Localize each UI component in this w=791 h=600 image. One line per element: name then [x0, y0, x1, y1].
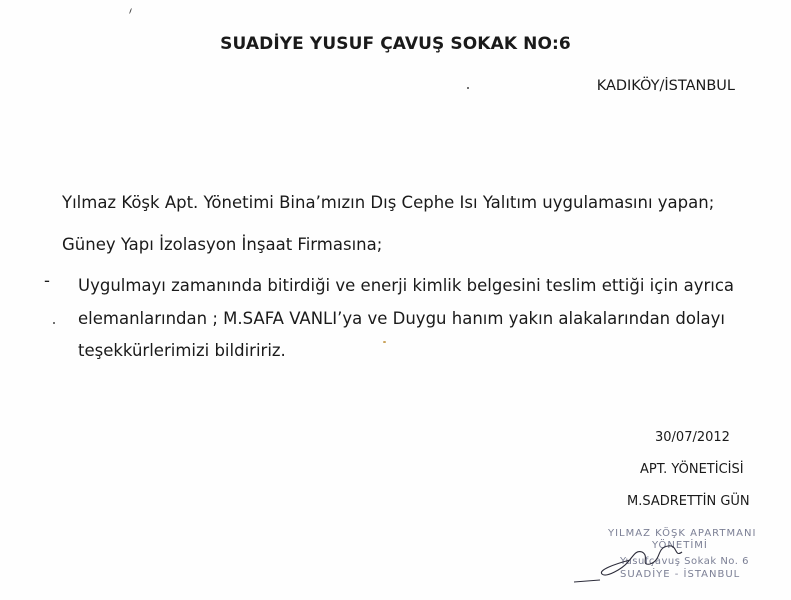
signature-role: APT. YÖNETİCİSİ [640, 462, 744, 477]
stamp-line-4: SUADİYE - İSTANBUL [620, 569, 741, 580]
bullet-line-2: elemanlarından ; M.SAFA VANLI’ya ve Duygu hanım yakın alakalarından dolayı [78, 308, 725, 328]
apartment-stamp [570, 522, 775, 590]
scan-speck [383, 341, 386, 343]
location-line: KADIKÖY/İSTANBUL [596, 78, 735, 94]
bullet-marker: - [44, 271, 50, 290]
signature-date: 30/07/2012 [655, 430, 730, 445]
bullet-line-3: teşekkürlerimizi bildiririz. [78, 341, 286, 360]
paragraph-line-1: Yılmaz Köşk Apt. Yönetimi Bina’mızın Dış Cephe Isı Yalıtım uygulamasını yapan; [62, 193, 715, 212]
bullet-paragraph [78, 270, 778, 368]
scan-speck [467, 87, 469, 89]
bullet-line-1: Uygulmayı zamanında bitirdiği ve enerji kimlik belgesini teslim ettiği için ayrıca [78, 276, 735, 295]
signature-name: M.SADRETTİN GÜN [627, 494, 750, 509]
stamp-line-1: YILMAZ KÖŞK APARTMANI [608, 528, 757, 539]
stamp-line-2: YÖNETİMİ [652, 540, 708, 551]
signature-scribble [570, 522, 775, 590]
scan-speck [53, 322, 55, 324]
document-title: SUADİYE YUSUF ÇAVUŞ SOKAK NO:6 [220, 34, 571, 54]
stamp-line-3: Yusufçavuş Sokak No. 6 [620, 556, 749, 567]
paragraph-line-2: Güney Yapı İzolasyon İnşaat Firmasına; [62, 235, 383, 254]
scan-speck [129, 8, 132, 14]
